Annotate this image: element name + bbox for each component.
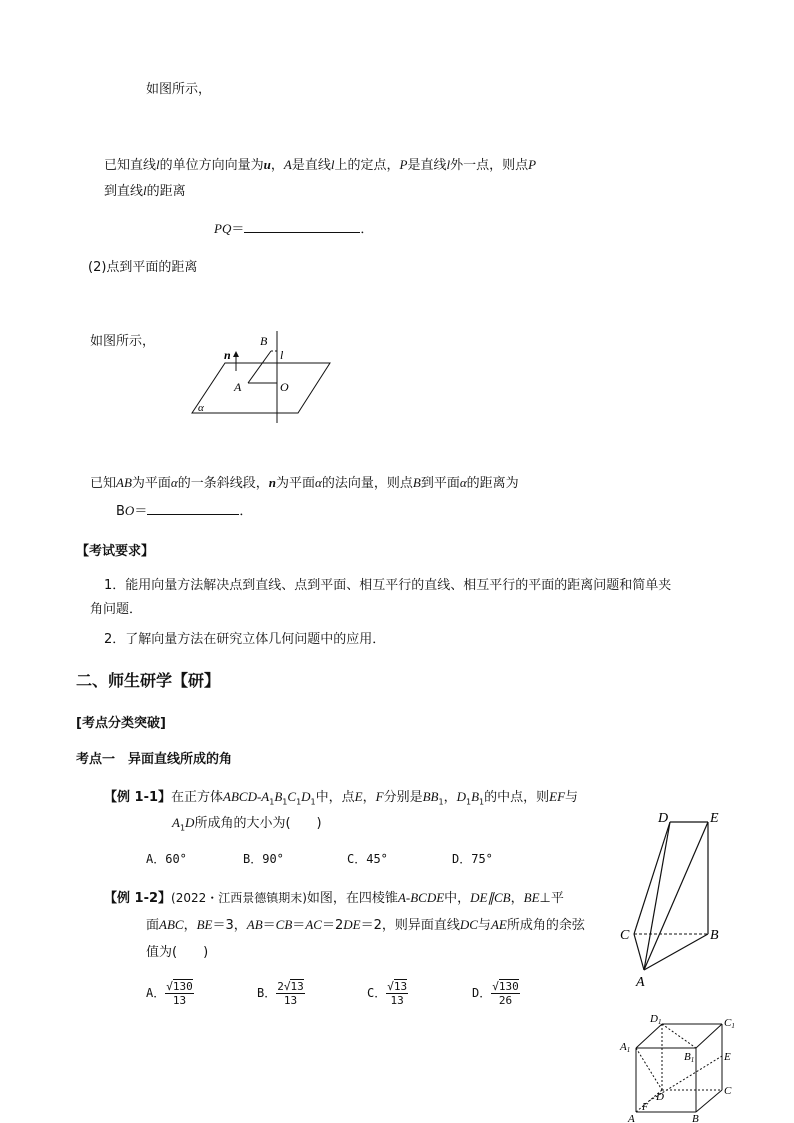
cube-label-d: D	[656, 1091, 664, 1103]
section2-subtitle: [考点分类突破]	[76, 716, 166, 731]
bo-blank[interactable]	[147, 502, 239, 515]
plane-heading: (2)点到平面的距离	[88, 260, 198, 275]
exam-req-item1: 1．能用向量方法解决点到直线、点到平面、相互平行的直线、相互平行的平面的距离问题和简单夹	[104, 578, 672, 593]
line-intro: 如图所示，	[146, 82, 212, 97]
example1-2-option-b[interactable]: B． $\frac{2√13}{13}$	[257, 980, 304, 1007]
exam-req-title: 【考试要求】	[76, 544, 155, 559]
example1-2-option-d[interactable]: D． $\frac{√130}{26}$	[472, 980, 519, 1007]
example1-1-line1: 【例 1-1】在正方体ABCD-$A_1B_1C_1D_1$中，点E，F分别是$BB_1$，$D_1B_1$的中点，则EF与	[104, 789, 579, 807]
example1-2-option-a[interactable]: A． $\frac{√130}{13}$	[146, 980, 193, 1007]
line-desc-cont: 到直线l的距离	[104, 183, 186, 199]
label-a: A	[234, 380, 242, 394]
cube-segment-d1b1	[662, 1024, 696, 1048]
example1-1-option-a[interactable]: A．60°	[146, 852, 187, 866]
cube-label-d1: D1	[650, 1013, 662, 1026]
example1-2-line3: 值为( )	[146, 945, 209, 960]
cube-edge-b1c1	[696, 1024, 722, 1048]
edge-ae	[644, 822, 708, 970]
cube-figure	[618, 1010, 740, 1123]
label-n: n	[224, 348, 231, 362]
label-b: B	[260, 334, 268, 348]
label-o: O	[280, 380, 289, 394]
pyramid-figure	[612, 808, 740, 994]
edge-ab	[644, 934, 708, 970]
cube-edge-bc	[696, 1090, 722, 1112]
plane-intro: 如图所示，	[90, 334, 156, 349]
label-alpha: α	[198, 402, 204, 414]
plane-figure	[180, 325, 340, 430]
example1-1-option-c[interactable]: C．45°	[347, 852, 388, 866]
cube-label-a1: A1	[620, 1041, 631, 1054]
normal-n-arrowhead	[233, 351, 239, 357]
cube-label-f: F	[642, 1102, 649, 1113]
cube-edge-a1d	[636, 1048, 662, 1090]
cube-label-b1: B1	[684, 1051, 695, 1064]
example1-1-option-b[interactable]: B．90°	[243, 852, 284, 866]
pyr-label-d: D	[658, 811, 669, 826]
plane-alpha-shape	[192, 363, 330, 413]
pq-blank[interactable]	[244, 220, 360, 233]
cube-label-c1: C1	[724, 1017, 735, 1030]
pyr-label-e: E	[710, 811, 719, 826]
example1-1-option-d[interactable]: D．75°	[452, 852, 493, 866]
edge-ca	[634, 934, 644, 970]
exam-req-item1-cont: 角问题．	[90, 602, 143, 617]
segment-ab	[248, 351, 271, 383]
pyr-label-a: A	[636, 975, 645, 990]
edge-dc	[634, 822, 670, 934]
example1-1-line2: $A_1D$所成角的大小为( )	[172, 815, 322, 833]
pq-formula: PQ＝ ．	[214, 221, 374, 237]
bo-formula: BO＝ ．	[116, 503, 253, 519]
example1-2-option-c[interactable]: C． $\frac{√13}{13}$	[367, 980, 408, 1007]
cube-edge-a1d1	[636, 1024, 662, 1048]
example1-2-line2: 面ABC，BE＝3，AB＝CB＝AC＝2DE＝2，则异面直线DC与AE所成角的余弦	[146, 917, 585, 933]
cube-label-a: A	[628, 1113, 635, 1123]
exam-req-item2: 2．了解向量方法在研究立体几何问题中的应用．	[104, 632, 386, 647]
topic1-heading: 考点一 异面直线所成的角	[76, 752, 233, 767]
label-l: l	[280, 348, 284, 362]
pyr-label-b: B	[710, 928, 719, 943]
section2-title: 二、师生研学【研】	[76, 671, 221, 690]
cube-label-c: C	[724, 1085, 732, 1097]
cube-label-e: E	[724, 1051, 731, 1063]
line-desc: 已知直线l的单位方向向量为u，A是直线l上的定点，P是直线l外一点，则点P	[104, 157, 537, 173]
plane-desc: 已知AB为平面α的一条斜线段，n为平面α的法向量，则点B到平面α的距离为	[90, 475, 519, 491]
edge-ad	[644, 822, 670, 970]
example1-2-line1: 【例 1-2】(2022・江西景德镇期末)如图，在四棱锥A-BCDE中，DE∥CB，BE⊥平	[104, 890, 564, 906]
cube-label-b: B	[692, 1113, 699, 1123]
pyr-label-c: C	[620, 928, 630, 943]
